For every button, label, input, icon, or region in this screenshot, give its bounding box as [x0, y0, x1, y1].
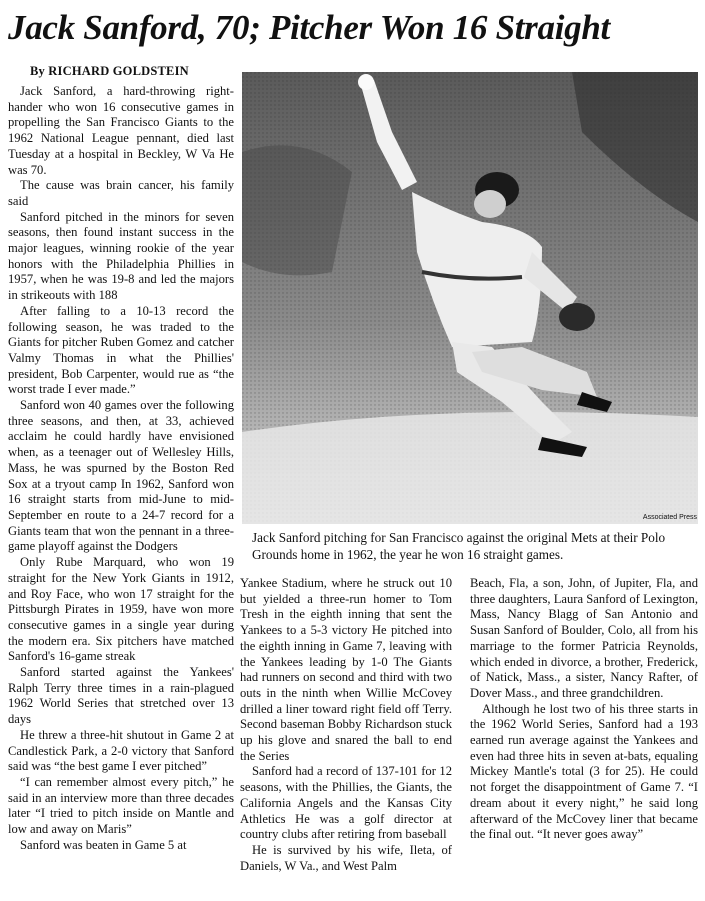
paragraph: Sanford was beaten in Game 5 at — [20, 837, 187, 852]
paragraph: Beach, Fla, a son, John, of Jupiter, Fla, and three daughters, Laura Sanford of Lexington, Mass, Nancy Blagg of San Antonio and Susan Sanford of Boulder, Colo, all from his marriage to the former Patricia Reynolds, which ended in divorce, a brother, Frederick, of Natick, Mass., a sister, Nancy Rafter, of Dover Mass., and three grandchildren. — [470, 576, 698, 700]
paragraph: Only Rube Marquard, who won 19 straight for the New York Giants in 1912, and Roy Face, who won 17 straight for the Pittsburgh Pirates in 1959, have won more consecutive games in a single year during the modern era. Six pitchers have matched Sanford's 16-game streak — [8, 555, 234, 664]
paragraph: Sanford had a record of 137-101 for 12 seasons, with the Phillies, the Giants, the California Angels and the Kansas City Athletics He was a golf director at country clubs after retiring from baseball — [240, 764, 452, 842]
paragraph: He is survived by his wife, Ileta, of Daniels, W Va., and West Palm — [240, 842, 452, 873]
photo-caption: Jack Sanford pitching for San Francisco against the original Mets at their Polo Grounds home in 1962, the year he won 16 straight games. — [252, 530, 666, 562]
paragraph: The cause was brain cancer, his family said — [8, 178, 234, 208]
pitcher-photo — [242, 72, 698, 524]
headline: Jack Sanford, 70; Pitcher Won 16 Straight — [8, 8, 610, 47]
photo-credit: Associated Press — [642, 514, 697, 521]
byline: By RICHARD GOLDSTEIN — [30, 64, 189, 78]
paragraph: Jack Sanford, a hard-throwing right-hander who won 16 consecutive games in propelling the San Francisco Giants to the 1962 National League pennant, died last Tuesday at a hospital in Beckley, W Va He was 70. — [8, 84, 234, 177]
paragraph: He threw a three-hit shutout in Game 2 at Candlestick Park, a 2-0 victory that Sanford said was “the best game I ever pitched” — [8, 727, 234, 774]
article-column-2 — [240, 576, 452, 874]
paragraph: Sanford won 40 games over the following three seasons, and then, at 33, achieved acclaim he could hardly have envisioned when, as a teenager out of Wellesley Hills, Mass, he was spurned by the Boston Red Sox at a tryout camp In 1962, Sanford won 16 straight starts from mid-June to mid-September en route to a 24-7 record for a Giants team that won the pennant in a three-game playoff against the Dodgers — [8, 398, 234, 554]
paragraph: Sanford started against the Yankees' Ralph Terry three times in a rain-plagued 1962 World Series that stretched over 13 days — [8, 665, 234, 727]
pitcher-silhouette-icon — [242, 72, 698, 524]
paragraph: After falling to a 10-13 record the following season, he was traded to the Giants for pitcher Ruben Gomez and catcher Valmy Thomas in what the Phillies' president, Bob Carpenter, would rue as “the worst trade I ever made.” — [8, 303, 234, 397]
article-column-1 — [8, 84, 234, 853]
paragraph: “I can remember almost every pitch,” he said in an interview more than three decades later “I tried to pitch inside on Mantle and low and away on Maris” — [8, 774, 234, 837]
paragraph: Yankee Stadium, where he struck out 10 but yielded a three-run homer to Tom Tresh in the eighth inning that sent the Yankees to a 5-3 victory He pitched into the eighth inning in Game 7, leaving with the Yankees leading by 1-0 The Giants had runners on second and third with two outs in the ninth when Willie McCovey drilled a liner toward right field off Terry. Second baseman Bobby Richardson stuck up his glove and snared the ball to end the Series — [240, 576, 452, 763]
paragraph: Although he lost two of his three starts in the 1962 World Series, Sanford had a 193 earned run average against the Yankees and even had three hits in seven at-bats, equaling Mickey Mantle's total (3 for 25). He could not forget the disappointment of Game 7. “I dream about it every night,” he said long afterward of the McCovey liner that became the final out. “It never goes away” — [470, 701, 698, 842]
article-column-3 — [470, 576, 698, 843]
paragraph: Sanford pitched in the minors for seven seasons, then found instant success in the major leagues, winning rookie of the year honors with the Philadelphia Phillies in 1957, when he was 19-8 and led the majors in strikeouts with 188 — [8, 209, 234, 303]
